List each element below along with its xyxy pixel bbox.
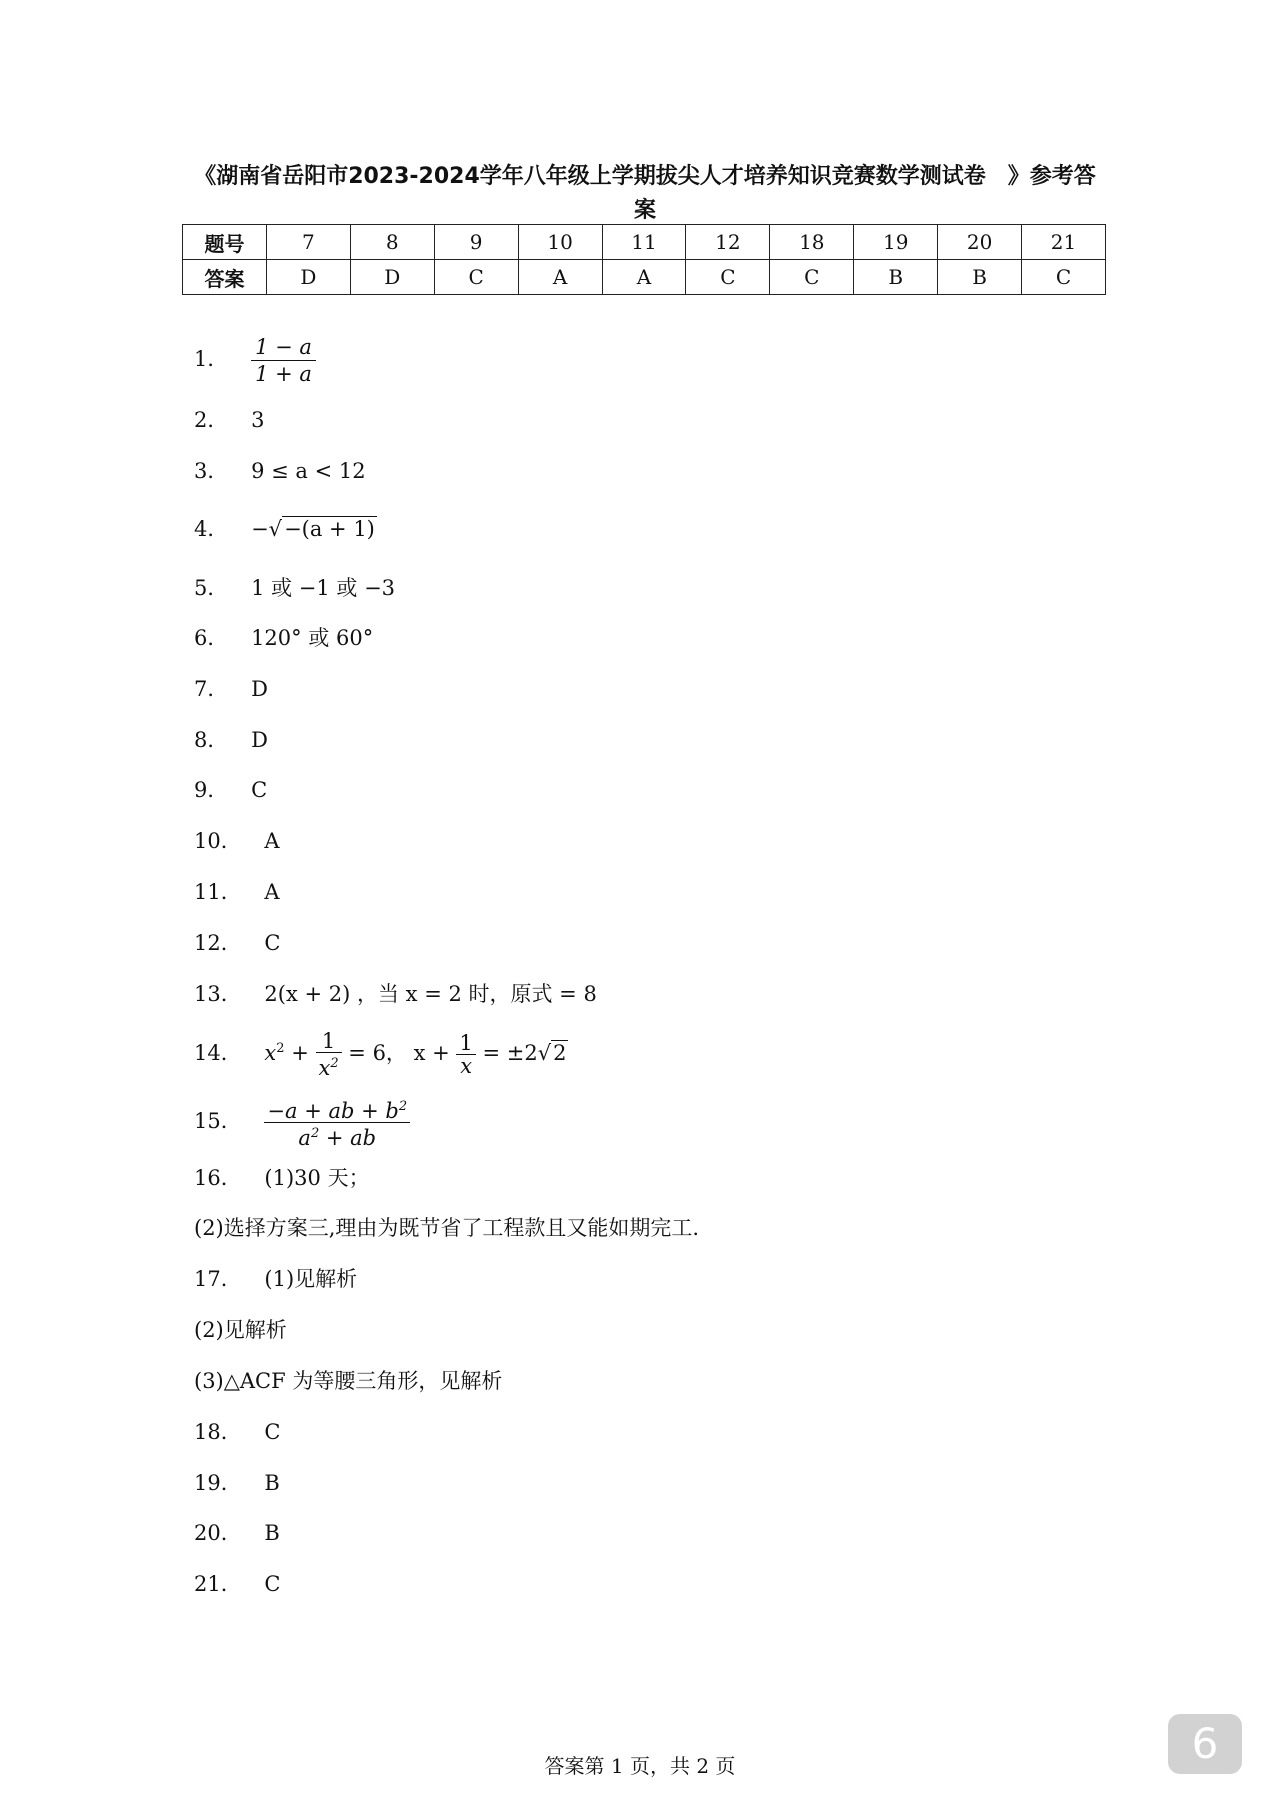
- item-number: 3．: [194, 459, 229, 483]
- equation-rhs: = 6，: [341, 1041, 407, 1065]
- answer-cell: A: [602, 260, 686, 295]
- fraction: [316, 1030, 342, 1079]
- answer-item-2: [194, 406, 264, 434]
- item-number: 12．: [194, 931, 242, 955]
- answer-item-16: [194, 1164, 370, 1192]
- answer-cell: C: [434, 260, 518, 295]
- item-answer: (1)30 天；: [264, 1166, 370, 1190]
- denominator-rest: + ab: [319, 1126, 377, 1150]
- item-number: 19．: [194, 1471, 242, 1495]
- answer-row: [183, 260, 1106, 295]
- item-answer: A: [264, 829, 280, 853]
- exponent: 2: [330, 1056, 339, 1071]
- page-title: 《湖南省岳阳市2023-2024学年八年级上学期拔尖人才培养知识竞赛数学测试卷 》参考答案: [194, 164, 1096, 223]
- answer-item-14: [194, 1030, 568, 1079]
- item-number: 10．: [194, 829, 242, 853]
- variable: x: [264, 1041, 277, 1065]
- fraction-denominator: [316, 1053, 342, 1079]
- item-answer: D: [251, 728, 268, 752]
- fraction-numerator: 1: [456, 1032, 475, 1055]
- item-number: 13．: [194, 982, 242, 1006]
- answer-item-18: [194, 1418, 281, 1446]
- item-number: 21．: [194, 1572, 242, 1596]
- answer-item-8: [194, 726, 268, 754]
- fraction-numerator: 1 − a: [251, 334, 316, 361]
- answer-item-9: [194, 776, 267, 804]
- row-label: 题号: [183, 225, 267, 260]
- question-number-cell: 20: [938, 225, 1022, 260]
- item-answer: D: [251, 677, 268, 701]
- item-answer: 2(x + 2) ，当 x = 2 时，原式 = 8: [264, 982, 597, 1006]
- answer-item-15: [194, 1096, 410, 1149]
- question-number-row: [183, 225, 1106, 260]
- exponent: 2: [398, 1099, 408, 1114]
- item-number: 7．: [194, 677, 229, 701]
- item-answer: 9 ≤ a < 12: [251, 459, 366, 483]
- sqrt-icon: √: [537, 1041, 552, 1065]
- item-number: 5．: [194, 576, 229, 600]
- item-answer: C: [264, 1572, 281, 1596]
- answer-item-17-part-2: [194, 1316, 287, 1344]
- answer-item-16-part-2: [194, 1214, 699, 1242]
- item-answer: (1)见解析: [264, 1267, 358, 1291]
- item-number: 2．: [194, 408, 229, 432]
- question-number-cell: 18: [770, 225, 854, 260]
- question-number-cell: 11: [602, 225, 686, 260]
- answer-cell: D: [266, 260, 350, 295]
- answer-item-10: [194, 827, 280, 855]
- answer-item-7: [194, 675, 268, 703]
- row-label: 答案: [183, 260, 267, 295]
- question-number-cell: 9: [434, 225, 518, 260]
- item-number: 18．: [194, 1420, 242, 1444]
- fraction: [456, 1032, 475, 1077]
- numerator-expression: −a + ab + b: [267, 1099, 399, 1123]
- question-number-cell: 21: [1022, 225, 1106, 260]
- answer-item-19: [194, 1469, 280, 1497]
- page-number-badge: 6: [1168, 1714, 1242, 1774]
- variable: a: [298, 1126, 311, 1150]
- answer-table: [182, 224, 1106, 295]
- item-number: 16．: [194, 1166, 242, 1190]
- item-number: 11．: [194, 880, 242, 904]
- item-answer: (2)见解析: [194, 1318, 287, 1342]
- item-answer: (3)△ACF 为等腰三角形，见解析: [194, 1369, 503, 1393]
- answer-item-17-part-3: [194, 1367, 502, 1395]
- item-number: 4．: [194, 517, 229, 541]
- sqrt-icon: √: [268, 517, 283, 541]
- question-number-cell: 10: [518, 225, 602, 260]
- answer-item-3: [194, 457, 366, 485]
- answer-item-12: [194, 929, 281, 957]
- item-answer: 1 或 −1 或 −3: [251, 576, 396, 600]
- answer-item-5: [194, 574, 395, 602]
- page-footer: 答案第 1 页，共 2 页: [544, 1754, 736, 1778]
- item-answer: A: [264, 880, 280, 904]
- answer-item-21: [194, 1570, 281, 1598]
- answer-item-11: [194, 878, 280, 906]
- exponent: 2: [276, 1041, 285, 1056]
- fraction-numerator: 1: [316, 1030, 342, 1053]
- item-number: 15．: [194, 1109, 242, 1133]
- fraction-denominator: 1 + a: [255, 362, 312, 386]
- answer-item-4: [194, 515, 377, 543]
- item-answer: 120° 或 60°: [251, 626, 374, 650]
- item-answer: C: [251, 778, 268, 802]
- minus-sign: −: [251, 517, 269, 541]
- fraction: [251, 334, 316, 387]
- answer-cell: C: [770, 260, 854, 295]
- answer-cell: B: [938, 260, 1022, 295]
- item-number: 8．: [194, 728, 229, 752]
- fraction: [264, 1096, 410, 1149]
- answer-cell: D: [350, 260, 434, 295]
- question-number-cell: 19: [854, 225, 938, 260]
- question-number-cell: 12: [686, 225, 770, 260]
- plus-sign: +: [284, 1041, 316, 1065]
- item-answer: C: [264, 1420, 281, 1444]
- item-number: 9．: [194, 778, 229, 802]
- equation-rhs: = ±2: [475, 1041, 538, 1065]
- fraction-numerator: [264, 1096, 410, 1123]
- item-number: 6．: [194, 626, 229, 650]
- exponent: 2: [310, 1126, 320, 1141]
- answer-cell: B: [854, 260, 938, 295]
- item-number: 17．: [194, 1267, 242, 1291]
- item-number: 14．: [194, 1041, 242, 1065]
- question-number-cell: 7: [266, 225, 350, 260]
- item-answer: C: [264, 931, 281, 955]
- item-number: 20．: [194, 1521, 242, 1545]
- answer-item-6: [194, 624, 373, 652]
- answer-cell: C: [1022, 260, 1106, 295]
- question-number-cell: 8: [350, 225, 434, 260]
- sqrt-radicand: −(a + 1): [284, 517, 375, 541]
- item-number: 1．: [194, 347, 229, 371]
- item-answer: B: [264, 1471, 280, 1495]
- fraction-denominator: [264, 1123, 410, 1149]
- answer-item-1: [194, 334, 316, 387]
- answer-item-13: [194, 980, 597, 1008]
- answer-item-20: [194, 1519, 280, 1547]
- fraction-denominator: x: [460, 1054, 473, 1078]
- answer-cell: C: [686, 260, 770, 295]
- variable: x: [318, 1056, 331, 1080]
- item-answer: 3: [251, 408, 265, 432]
- item-answer: B: [264, 1521, 280, 1545]
- expression: x +: [413, 1041, 457, 1065]
- sqrt-radicand: 2: [553, 1041, 567, 1065]
- answer-cell: A: [518, 260, 602, 295]
- answer-item-17: [194, 1265, 357, 1293]
- item-answer: (2)选择方案三,理由为既节省了工程款且又能如期完工.: [194, 1216, 700, 1240]
